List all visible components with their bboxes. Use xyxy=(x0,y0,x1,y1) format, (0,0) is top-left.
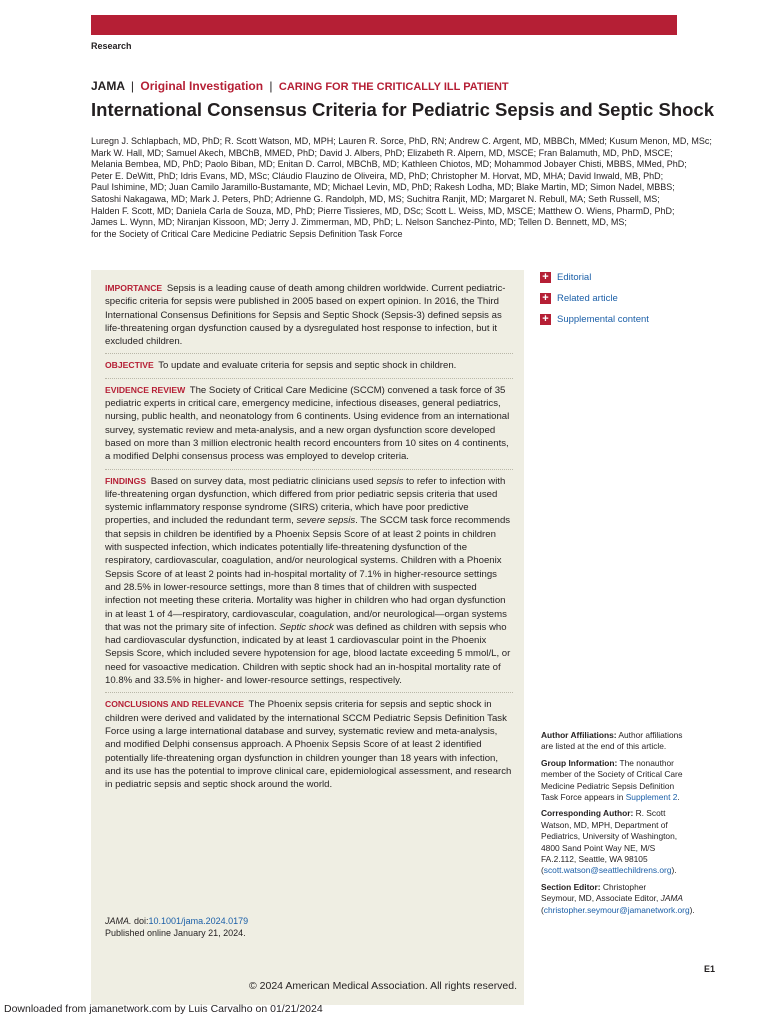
abstract-conclusions xyxy=(105,698,513,796)
section-heading: IMPORTANCE xyxy=(105,283,163,293)
section-text: . The SCCM task force recommends that sepsis in children be identified by a Phoenix Sepsis Score of at least 2 points in children with suspected infection, which indicates potentially life-threatening dysfunction of the respiratory, cardiovascular, coagulation, and/or neurological systems. Children with a Phoenix Sepsis Score of at least 2 points had in-hospital mortality of 7.1% in higher-resource settings and 28.5% in lower-resource settings, more than 8 times that of children with suspected infection not meeting these criteria. Mortality was higher in children who had organ dysfunction in at least 1 of 4—respiratory, cardiovascular, coagulation, and/or neurological—organ systems that was not the primary site of infection. xyxy=(105,515,511,633)
info-label: Corresponding Author: xyxy=(541,808,634,819)
author-line: Paul Ishimine, MD; Juan Camilo Jaramillo-Bustamante, MD; Michael Levin, MD, PhD; Rakesh Lodha, MD; Blake Martin, MD; Simon Nadel, MBBS; xyxy=(91,182,675,193)
abstract-evidence-review xyxy=(105,384,513,470)
abstract xyxy=(105,282,513,801)
section-heading: OBJECTIVE xyxy=(105,360,154,371)
info-text: Author affiliations are listed at the end of this article. xyxy=(541,730,683,752)
related-link-label[interactable]: Related article xyxy=(557,293,618,304)
info-text: ( xyxy=(541,904,544,915)
section-heading: EVIDENCE REVIEW xyxy=(105,384,186,395)
section-text: Based on survey data, most pediatric clinicians used xyxy=(150,475,377,487)
author-line: Satoshi Nakagawa, MD; Mark J. Peters, PhD; Adrienne G. Randolph, MD, MS; Suchitra Ranjit, MD; Margaret N. Rebull, MA; Seth Russell, MS; xyxy=(91,193,660,204)
article-type[interactable]: Original Investigation xyxy=(140,79,264,93)
separator: | xyxy=(269,79,273,93)
related-links xyxy=(540,267,649,330)
related-link-label[interactable]: Editorial xyxy=(557,272,592,283)
info-text: The nonauthor member of the Society of Critical Care Medicine Pediatric Sepsis Definition Task Force appears in xyxy=(541,757,683,803)
series-name[interactable]: CARING FOR THE CRITICALLY ILL PATIENT xyxy=(278,81,509,93)
info-text: ). xyxy=(689,904,695,915)
section-editor xyxy=(541,881,695,916)
related-item-editorial[interactable] xyxy=(540,267,649,288)
corresponding-author xyxy=(541,808,683,876)
section-text: was defined as children with sepsis who had cardiovascular dysfunction, indicated by at least 1 cardiovascular point in the Phoenix Sepsis Score, which included severe hypotension for age, blood lactate exceeding 5 mmol/L, or need for vasoactive medication. Children with septic shock had an in-hospital mortality rate of 10.8% and 33.5% in higher- and lower-resource settings, respectively. xyxy=(105,621,511,687)
plus-icon: + xyxy=(540,314,551,325)
abstract-importance xyxy=(105,282,513,354)
article-info-sidebar xyxy=(541,730,695,921)
copyright: © 2024 American Medical Association. All rights reserved. xyxy=(249,980,518,992)
info-text: . xyxy=(677,792,680,803)
author-line: Luregn J. Schlapbach, MD, PhD; R. Scott Watson, MD, MPH; Lauren R. Sorce, PhD, RN; Andrew C. Argent, MD, MBBCh, MMed; Kusum Menon, MD, MSc; xyxy=(91,136,712,146)
author-line: for the Society of Critical Care Medicine Pediatric Sepsis Definition Task Force xyxy=(91,228,403,239)
page-number: E1 xyxy=(704,964,716,974)
italic-term: severe sepsis xyxy=(296,515,356,527)
citation-journal: JAMA. xyxy=(105,916,132,926)
header-color-bar xyxy=(91,15,677,35)
supplement-link[interactable]: Supplement 2 xyxy=(625,792,678,803)
email-link[interactable]: christopher.seymour@jamanetwork.org xyxy=(543,904,690,915)
plus-icon: + xyxy=(540,293,551,304)
doi-link[interactable]: 10.1001/jama.2024.0179 xyxy=(148,916,249,926)
info-label: Author Affiliations: xyxy=(541,730,617,740)
doi-line xyxy=(105,915,248,927)
email-link[interactable]: scott.watson@seattlechildrens.org xyxy=(543,865,672,876)
author-affiliations xyxy=(541,730,683,753)
author-list xyxy=(91,136,712,240)
plus-icon: + xyxy=(540,272,551,283)
info-text: ). xyxy=(671,865,677,876)
section-text: to refer to infection with life-threatening organ dysfunction, which differed from prior pediatric sepsis criteria that used systemic inflammatory response syndrome (SIRS) criteria, which have poor predictive properties, and included the redundant term, xyxy=(105,475,506,527)
section-heading: FINDINGS xyxy=(105,475,147,486)
info-label: Group Information: xyxy=(541,757,618,768)
published-date: Published online January 21, 2024. xyxy=(105,928,246,938)
info-text: Christopher Seymour, MD, Associate Editor, xyxy=(541,881,661,904)
journal-name: JAMA xyxy=(91,79,125,93)
info-label: Section Editor: xyxy=(541,881,601,892)
related-item-related-article[interactable] xyxy=(540,288,649,309)
author-line: Halden F. Scott, MD; Daniela Carla de Souza, MD, PhD; Pierre Tissieres, MD, DSc; Scott L. Weiss, MD, MSCE; Matthew O. Wiens, PharmD, PhD; xyxy=(91,205,675,216)
info-text: R. Scott Watson, MD, MPH, Department of Pediatrics, University of Washington, 4800 Sand Point Way NE, M/S FA.2.112, Seattle, WA 98105 ( xyxy=(541,808,678,876)
author-line: Peter E. DeWitt, PhD; Idris Evans, MD, MSc; Cláudio Flauzino de Oliveira, MD, PhD; Christopher M. Horvat, MD, MHA; David Inwald, MB, PhD; xyxy=(91,170,664,181)
author-line: James L. Wynn, MD; Niranjan Kissoon, MD; Jerry J. Zimmerman, MD, PhD; L. Nelson Sanchez-Pinto, MD; Tellen D. Bennett, MD, MS; xyxy=(91,217,627,228)
section-text: To update and evaluate criteria for sepsis and septic shock in children. xyxy=(158,360,457,372)
citation xyxy=(105,915,248,939)
section-text: The Society of Critical Care Medicine (SCCM) convened a task force of 35 pediatric experts in critical care, emergency medicine, infectious diseases, general pediatrics, nursing, public health, and neonatology from 6 continents. Using evidence from an international survey, systematic review and meta-analysis, and a new organ dysfunction score developed based on more than 3 million electronic health record encounters from 10 sites on 4 continents, a modified Delphi consensus process was employed to develop criteria. xyxy=(105,384,510,463)
download-notice: Downloaded from jamanetwork.com by Luis Carvalho on 01/21/2024 xyxy=(4,1003,323,1015)
abstract-objective xyxy=(105,359,513,378)
separator: | xyxy=(130,79,135,93)
journal-line xyxy=(91,79,509,93)
section-label: Research xyxy=(91,41,132,51)
italic-term: Septic shock xyxy=(279,621,334,633)
author-line: Melania Bembea, MD, PhD; Paolo Biban, MD; Enitan D. Carrol, MBChB, MD; Kathleen Chiotos, MD; Mohammod Jobayer Chisti, MBBS, MMed, PhD; xyxy=(91,159,687,170)
italic-term: sepsis xyxy=(376,475,404,487)
group-information xyxy=(541,758,683,804)
section-text: The Phoenix sepsis criteria for sepsis and septic shock in children were derived and validated by the international SCCM Pediatric Sepsis Definition Task Force using a large international database and survey, systematic review and meta-analysis, and modified Delphi consensus approach. A Phoenix Sepsis Score of at least 2 identified potentially life-threatening organ dysfunction in children younger than 18 years with infection, and its use has the potential to improve clinical care, epidemiological assessment, and research in pediatric sepsis and septic shock around the world. xyxy=(105,699,512,791)
article-title: International Consensus Criteria for Pediatric Sepsis and Septic Shock xyxy=(91,99,715,120)
related-item-supplemental[interactable] xyxy=(540,309,649,330)
doi-prefix: doi: xyxy=(131,916,149,926)
related-link-label[interactable]: Supplemental content xyxy=(557,314,649,325)
abstract-findings xyxy=(105,475,513,694)
section-heading: CONCLUSIONS AND RELEVANCE xyxy=(105,699,244,710)
author-line: Mark W. Hall, MD; Samuel Akech, MBChB, MMED, PhD; David J. Albers, PhD; Elizabeth R. Alpern, MD, MSCE; Fran Balamuth, MD, PhD, MSCE; xyxy=(91,147,673,158)
section-text: Sepsis is a leading cause of death among children worldwide. Current pediatric-specific criteria for sepsis were published in 2005 based on expert opinion. In 2016, the Third International Consensus Definitions for Sepsis and Septic Shock (Sepsis-3) defined sepsis as life-threatening organ dysfunction caused by a dysregulated host response to infection, but it excluded children. xyxy=(105,283,506,348)
journal-name: JAMA xyxy=(660,893,683,904)
